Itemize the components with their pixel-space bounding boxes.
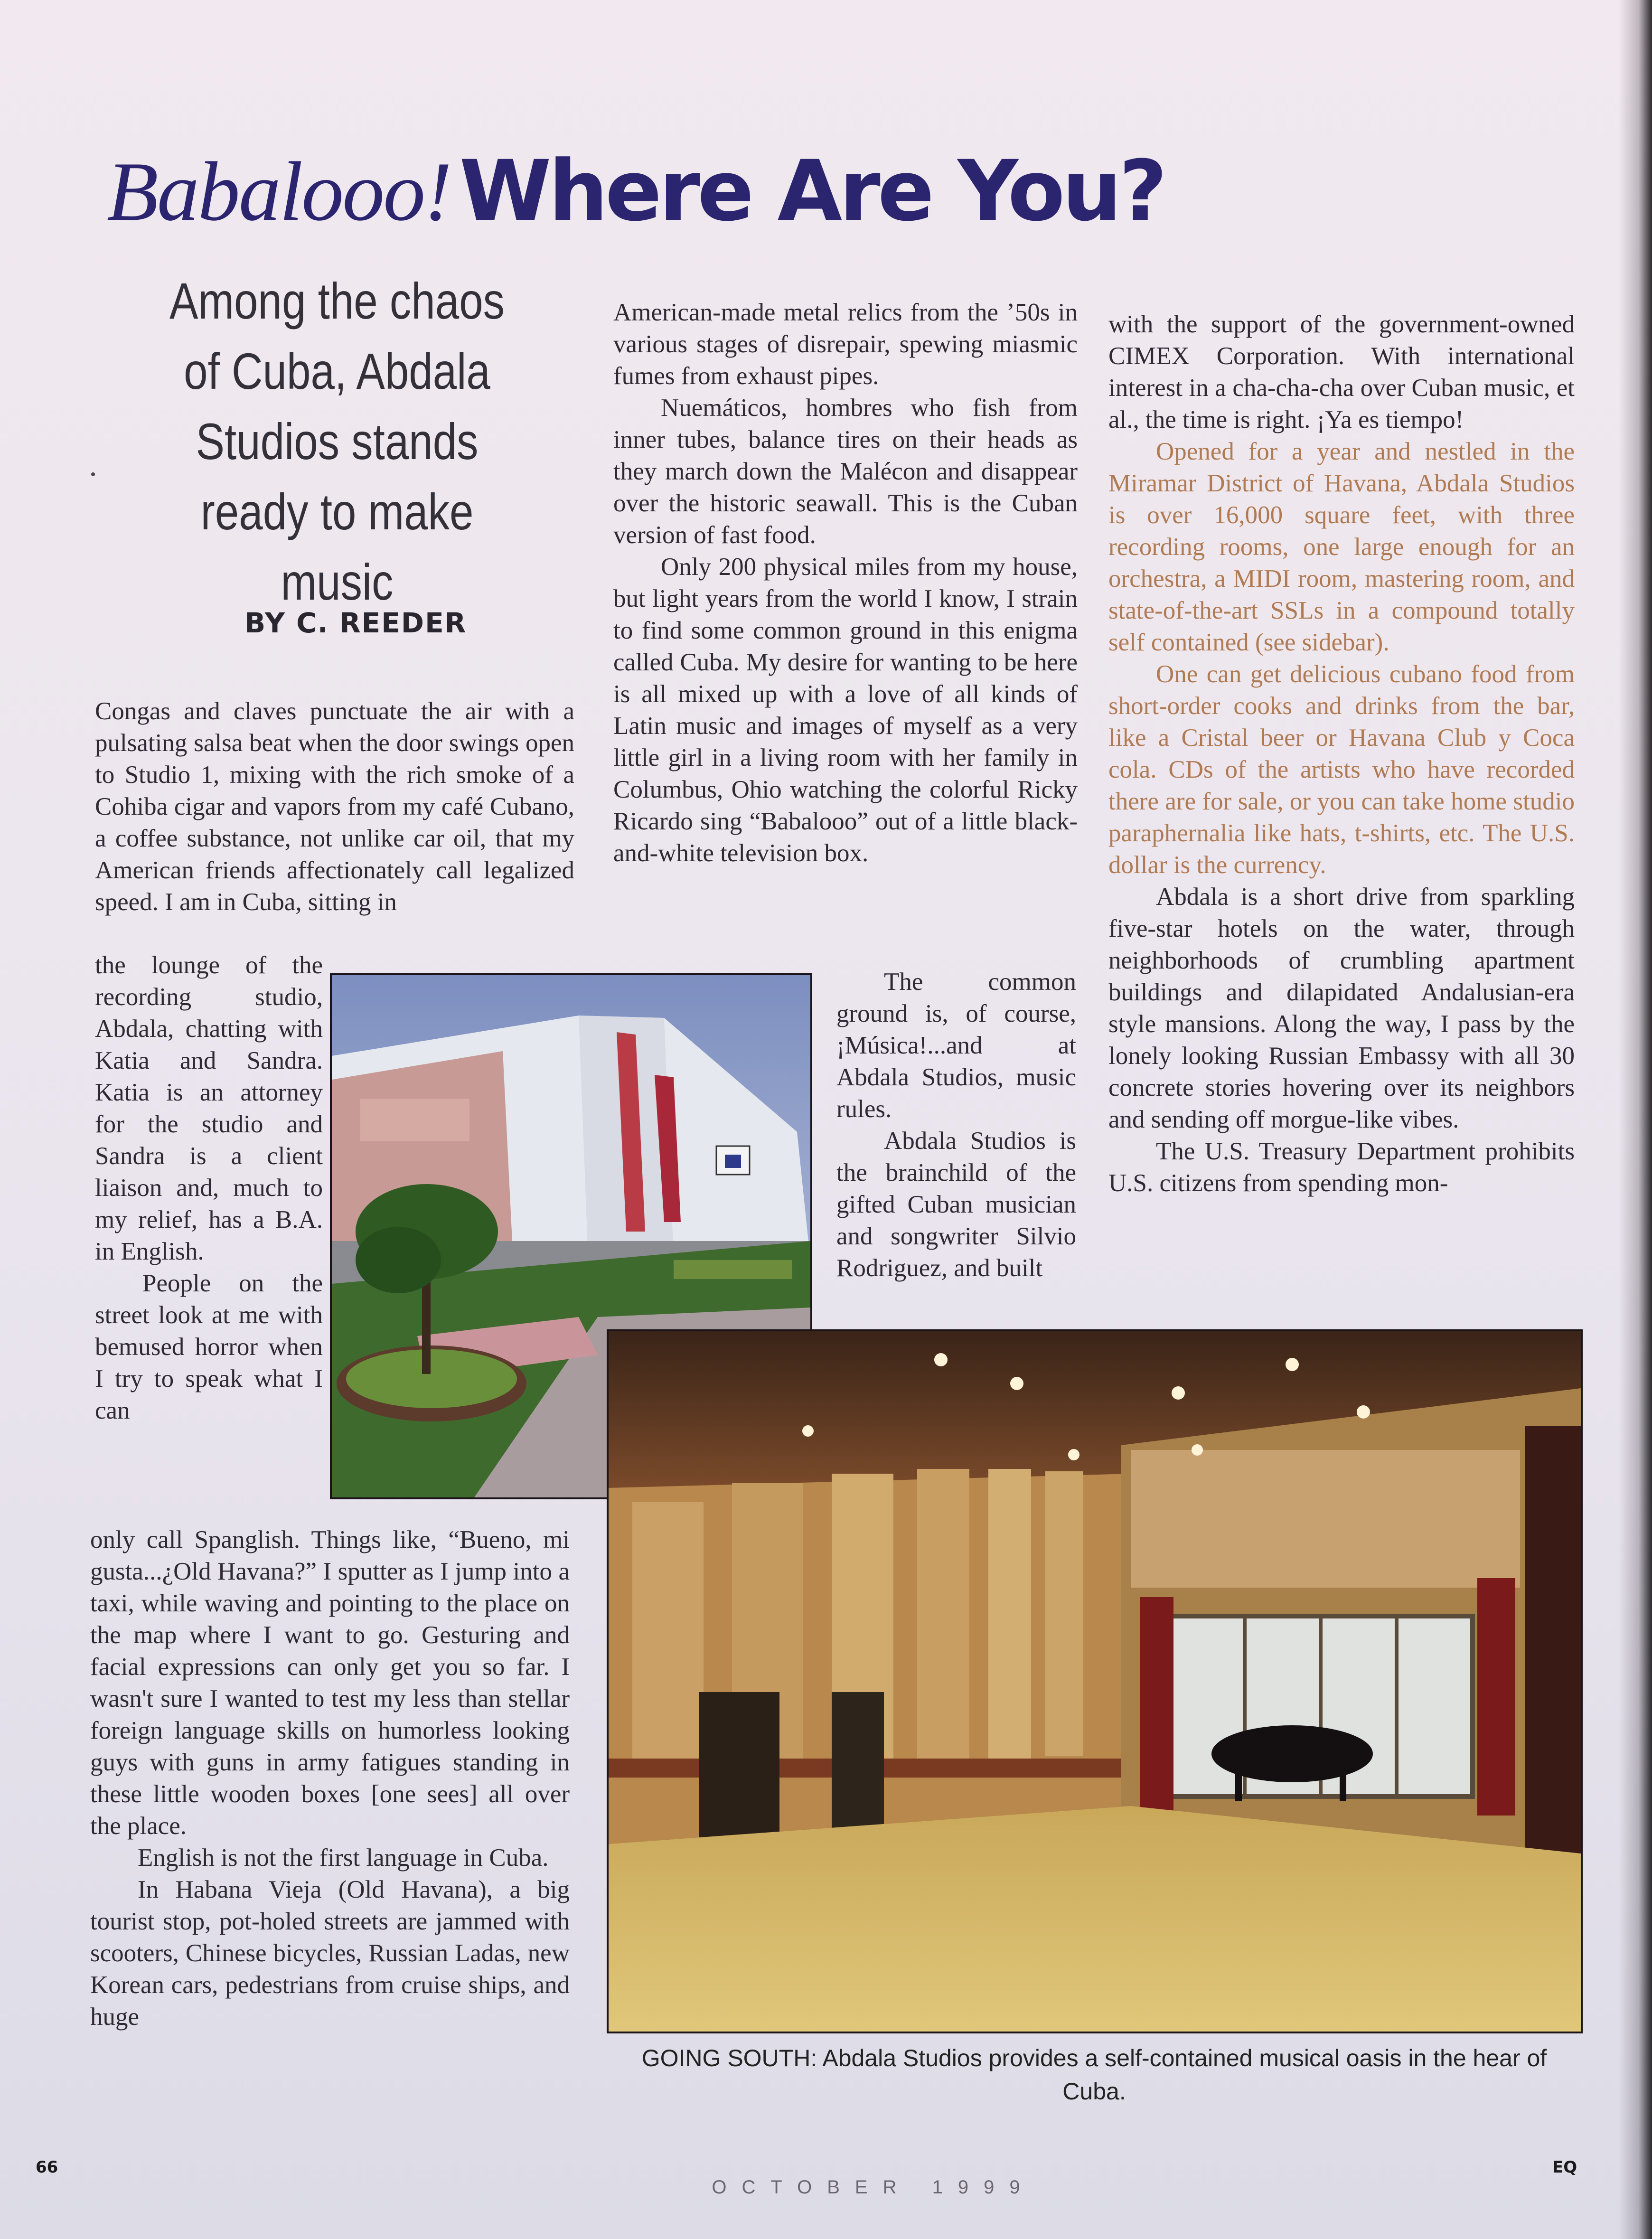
byline: BY C. REEDER: [244, 607, 467, 639]
paragraph: with the support of the government-owned CIMEX Corporation. With international interest in a cha-cha-cha over Cuban music, et al., the time is right. ¡Ya es tiempo!: [1108, 310, 1575, 433]
headline-script: Babalooo!: [107, 144, 451, 238]
paragraph: In Habana Vieja (Old Havana), a big tourist stop, pot-holed streets are jammed with scooters, Chinese bicycles, Russian Ladas, new Korean cars, pedestrians from cruise ships, and huge: [90, 1876, 570, 2031]
paragraph: only call Spanglish. Things like, “Bueno, mi gusta...¿Old Havana?” I sputter as I jump into a taxi, while waving and pointing to the place on the map where I want to go. Gesturing and facial expressions can only get you so far. I wasn't sure I wanted to test my less than stellar foreign language skills on humorless looking guys with guns in army fatigues standing in these little wooden boxes [one sees] all over the place.: [90, 1526, 570, 1840]
footer-date: OCTOBER 1999: [712, 2177, 1035, 2198]
column-1-top: [95, 696, 574, 918]
footer-magazine-name: EQ: [1552, 2158, 1577, 2177]
photo-caption: GOING SOUTH: Abdala Studios provides a self-contained musical oasis in the hear of Cuba.: [641, 2045, 1547, 2105]
deck-subtitle: Among the chaos of Cuba, Abdala Studios stands ready to make music: [169, 272, 505, 611]
column-1-bottom: [90, 1524, 570, 2033]
paragraph: Only 200 physical miles from my house, but light years from the world I know, I strain to find some common ground in this enigma called Cuba. My desire for wanting to be here is all mixed up with a love of all kinds of Latin music and images of myself as a very little girl in a living room with her family in Columbus, Ohio watching the colorful Ricky Ricardo sing “Babalooo” out of a little black-and-white television box.: [613, 553, 1078, 867]
paragraph: One can get delicious cubano food from short-order cooks and drinks from the bar, like a Cristal beer or Havana Club y Coca cola. CDs of the artists who have recorded there are for sale, or you can take home studio paraphernalia like hats, t-shirts, etc. The U.S. dollar is the currency.: [1108, 660, 1575, 879]
paragraph: Abdala is a short drive from sparkling five-star hotels on the water, through neighborhoods of crumbling apartment buildings and dilapidated Andalusian-era style mansions. Along the way, I pass by the lonely looking Russian Embassy with all 30 concrete stories hovering over its neighbors and sending off morgue-like vibes.: [1108, 883, 1575, 1133]
paragraph: the lounge of the recording studio, Abdala, chatting with Katia and Sandra. Katia is an attorney for the studio and Sandra is a client liaison and, much to my relief, has a B.A. in English.: [95, 951, 323, 1265]
column-1-narrow: [95, 950, 323, 1427]
column-2: [613, 297, 1078, 869]
paragraph: Congas and claves punctuate the air with a pulsating salsa beat when the door swings open to Studio 1, mixing with the rich smoke of a Cohiba cigar and vapors from my café Cubano, a coffee substance, not unlike car oil, that my American friends affectionately call legalized speed. I am in Cuba, sitting in: [95, 697, 574, 916]
studio-interior-illustration: [609, 1331, 1581, 2032]
column-2-narrow: [836, 966, 1076, 1284]
column-3: [1108, 309, 1575, 1199]
paragraph: The common ground is, of course, ¡Música!...and at Abdala Studios, music rules.: [836, 968, 1076, 1123]
paragraph: Abdala Studios is the brainchild of the gifted Cuban musician and songwriter Silvio Rodriguez, and built: [836, 1127, 1076, 1282]
headline-bold: Where Are You?: [459, 142, 1164, 240]
paragraph: Opened for a year and nestled in the Miramar District of Havana, Abdala Studios is over 16,000 square feet, with three recording rooms, one large enough for an orchestra, a MIDI room, mastering room, and state-of-the-art SSLs in a compound totally self contained (see sidebar).: [1108, 438, 1575, 656]
paragraph: English is not the first language in Cuba.: [138, 1844, 549, 1872]
page-edge-shadow: [1619, 0, 1652, 2239]
paragraph: The U.S. Treasury Department prohibits U.S. citizens from spending mon-: [1108, 1138, 1575, 1197]
paragraph: People on the street look at me with bemused horror when I try to speak what I can: [95, 1270, 323, 1424]
studio-interior-photo: [607, 1329, 1583, 2033]
stray-mark: [91, 472, 95, 476]
paragraph: American-made metal relics from the ’50s in various stages of disrepair, spewing miasmic fumes from exhaust pipes.: [613, 299, 1078, 390]
page-number: 66: [36, 2158, 58, 2177]
paragraph: Nuemáticos, hombres who fish from inner tubes, balance tires on their heads as they march down the Malécon and disappear over the historic seawall. This is the Cuban version of fast food.: [613, 394, 1078, 549]
